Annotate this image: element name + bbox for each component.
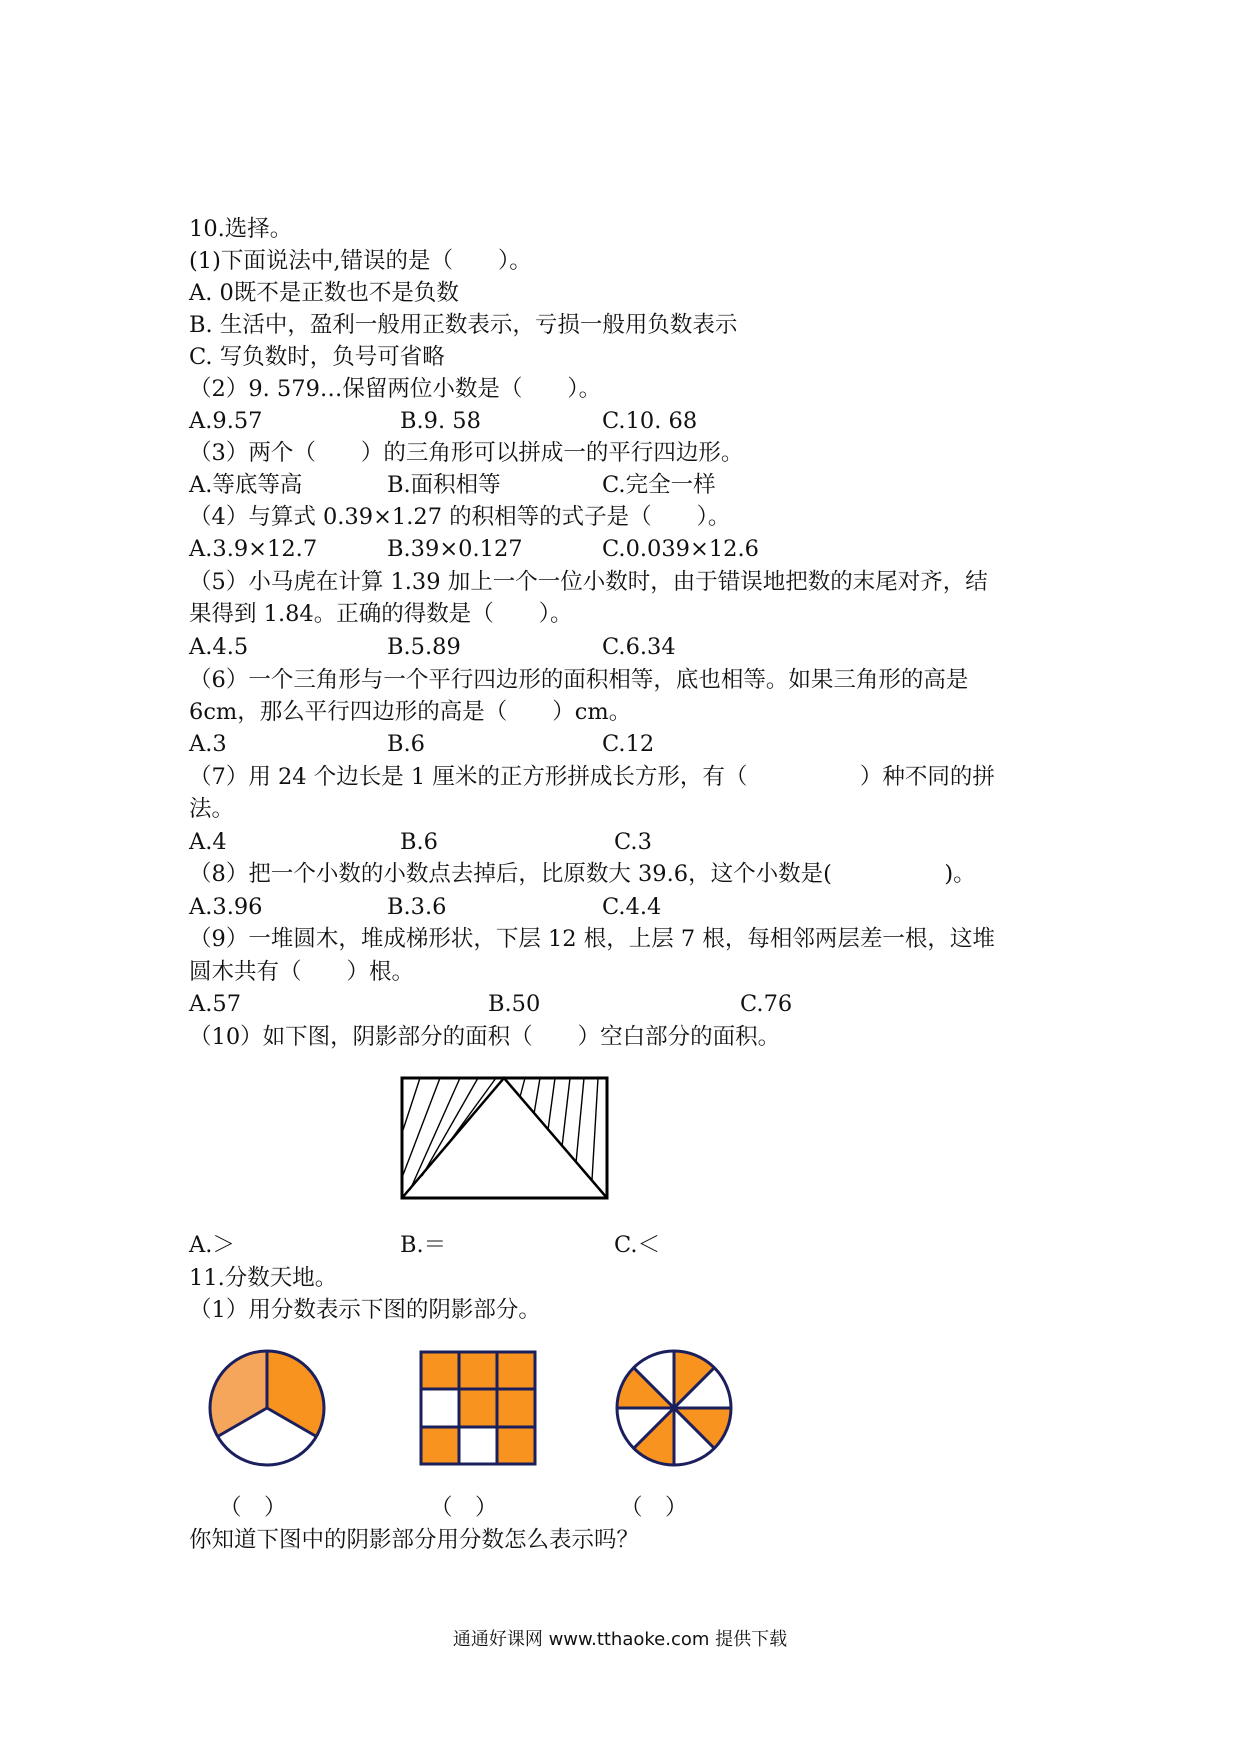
q3-stem: （3）两个（ ）的三角形可以拼成一的平行四边形。	[189, 440, 744, 466]
q10-option-c[interactable]: C.＜	[614, 1232, 661, 1258]
answer-blank-3[interactable]: （ ）	[620, 1495, 688, 1521]
q10-option-a[interactable]: A.＞	[189, 1232, 235, 1258]
s11-q1-stem: （1）用分数表示下图的阴影部分。	[189, 1297, 541, 1323]
q9-stem-line1: （9）一堆圆木，堆成梯形状，下层 12 根，上层 7 根，每相邻两层差一根，这堆	[189, 926, 995, 952]
q3-option-a[interactable]: A.等底等高	[189, 472, 303, 498]
q1-option-a[interactable]: A. 0既不是正数也不是负数	[189, 280, 459, 306]
q7-option-b[interactable]: B.6	[400, 829, 439, 855]
s11-question: 你知道下图中的阴影部分用分数怎么表示吗？	[189, 1527, 640, 1553]
q5-stem-line1: （5）小马虎在计算 1.39 加上一个一位小数时，由于错误地把数的末尾对齐，结	[189, 569, 988, 595]
q3-option-c[interactable]: C.完全一样	[602, 472, 716, 498]
q2-option-c[interactable]: C.10. 68	[602, 408, 698, 434]
q5-option-a[interactable]: A.4.5	[189, 634, 249, 660]
q6-option-a[interactable]: A.3	[189, 731, 227, 757]
q7-option-c[interactable]: C.3	[614, 829, 652, 855]
q2-stem: （2）9. 579…保留两位小数是（ ）。	[189, 376, 602, 402]
q7-option-a[interactable]: A.4	[189, 829, 227, 855]
q6-option-b[interactable]: B.6	[387, 731, 426, 757]
answer-blank-1[interactable]: （ ）	[219, 1495, 287, 1521]
q4-option-c[interactable]: C.0.039×12.6	[602, 536, 759, 562]
q10-shaded-rectangle-figure	[400, 1075, 612, 1203]
q8-option-b[interactable]: B.3.6	[387, 894, 447, 920]
q5-stem-line2: 果得到 1.84。正确的得数是（ ）。	[189, 601, 573, 627]
section-11-title: 11.分数天地。	[189, 1265, 338, 1291]
q1-option-b[interactable]: B. 生活中，盈利一般用正数表示，亏损一般用负数表示	[189, 312, 738, 338]
q8-stem: （8）把一个小数的小数点去掉后，比原数大 39.6，这个小数是( )。	[189, 861, 976, 887]
q7-stem-line1: （7）用 24 个边长是 1 厘米的正方形拼成长方形，有（ ）种不同的拼	[189, 764, 995, 790]
q8-option-a[interactable]: A.3.96	[189, 894, 263, 920]
q6-stem-line1: （6）一个三角形与一个平行四边形的面积相等，底也相等。如果三角形的高是	[189, 667, 969, 693]
q8-option-c[interactable]: C.4.4	[602, 894, 662, 920]
footer-credit: 通通好课网 www.tthaoke.com 提供下载	[452, 1629, 788, 1650]
q4-stem: （4）与算式 0.39×1.27 的积相等的式子是（ ）。	[189, 504, 731, 530]
q6-option-c[interactable]: C.12	[602, 731, 655, 757]
q9-stem-line2: 圆木共有（ ）根。	[189, 959, 415, 985]
q5-option-c[interactable]: C.6.34	[602, 634, 676, 660]
q10-option-b[interactable]: B.＝	[400, 1232, 447, 1258]
q1-option-c[interactable]: C. 写负数时，负号可省略	[189, 344, 445, 370]
section-10-title: 10.选择。	[189, 216, 293, 242]
grid-nine-figure	[418, 1349, 538, 1467]
q1-stem: (1)下面说法中,错误的是（ ）。	[189, 248, 532, 274]
q5-option-b[interactable]: B.5.89	[387, 634, 461, 660]
q4-option-b[interactable]: B.39×0.127	[387, 536, 523, 562]
circle-eighths-figure	[612, 1346, 736, 1470]
q9-option-b[interactable]: B.50	[488, 991, 541, 1017]
q6-stem-line2: 6cm，那么平行四边形的高是（ ）cm。	[189, 699, 632, 725]
q2-option-b[interactable]: B.9. 58	[400, 408, 481, 434]
q4-option-a[interactable]: A.3.9×12.7	[189, 536, 318, 562]
q9-option-a[interactable]: A.57	[189, 991, 242, 1017]
q2-option-a[interactable]: A.9.57	[189, 408, 263, 434]
q7-stem-line2: 法。	[189, 796, 235, 822]
q10-stem: （10）如下图，阴影部分的面积（ ）空白部分的面积。	[189, 1024, 781, 1050]
q3-option-b[interactable]: B.面积相等	[387, 472, 501, 498]
q9-option-c[interactable]: C.76	[740, 991, 793, 1017]
circle-thirds-figure	[205, 1346, 329, 1470]
answer-blank-2[interactable]: （ ）	[430, 1495, 498, 1521]
